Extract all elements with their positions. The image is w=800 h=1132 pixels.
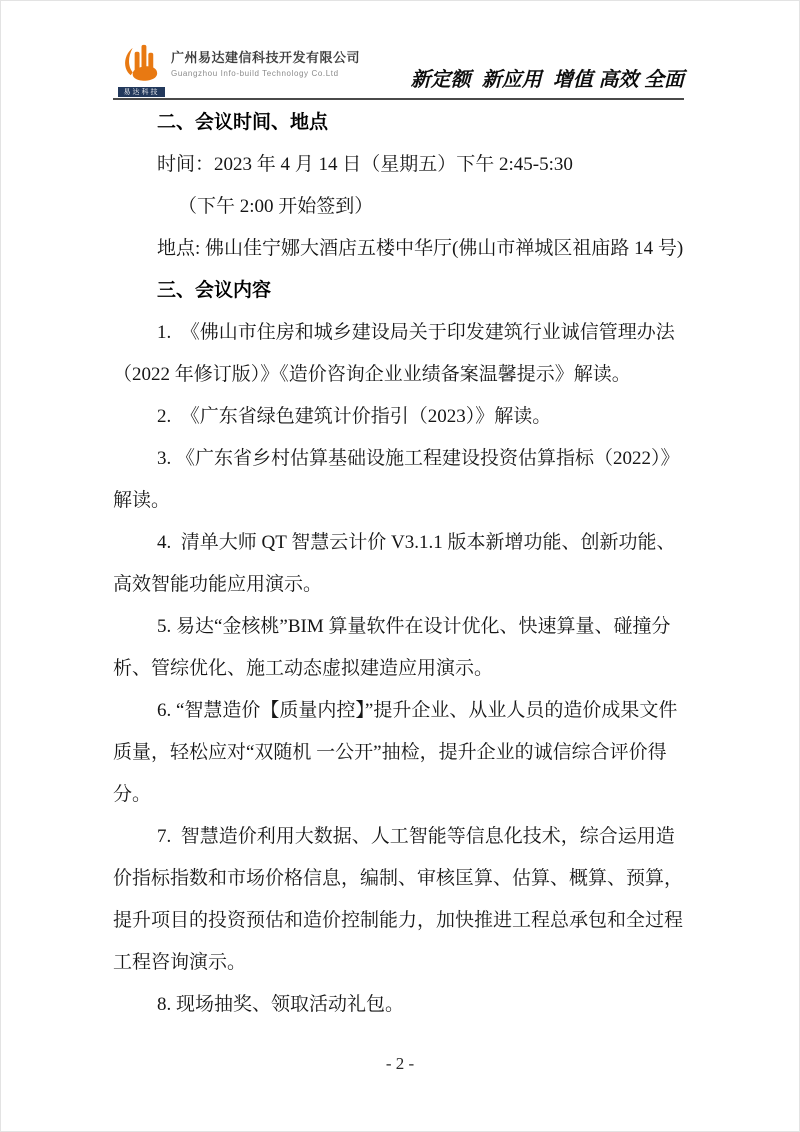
company-name-english: Guangzhou Info-build Technology Co.Ltd [171,69,339,78]
body-line: 析、管综优化、施工动态虚拟建造应用演示。 [113,658,494,679]
company-logo [118,40,168,100]
logo-badge: 易达科技 [118,87,165,97]
body-line: 3. 《广东省乡村估算基础设施工程建设投资估算指标（2022）》 [157,448,680,469]
body-line: （下午 2:00 开始签到） [178,196,374,217]
company-name: 广州易达建信科技开发有限公司 [171,50,361,65]
body-line: 解读。 [113,490,171,511]
body-line: （2022 年修订版）》《造价咨询企业业绩备案温馨提示》解读。 [113,364,631,385]
header-rule [113,98,684,100]
body-line: 1. 《佛山市住房和城乡建设局关于印发建筑行业诚信管理办法 [157,322,675,343]
company-block [171,47,360,78]
body-line: 2. 《广东省绿色建筑计价指引（2023）》解读。 [157,406,552,427]
body-line: 6. “智慧造价【质量内控】”提升企业、从业人员的造价成果文件 [157,700,678,721]
body-line: 质量，轻松应对“双随机 一公开”抽检，提升企业的诚信综合评价得 [113,742,667,763]
body-line: 4. 清单大师 QT 智慧云计价 V3.1.1 版本新增功能、创新功能、 [157,532,676,553]
section-heading: 三、会议内容 [157,280,272,301]
body-line: 工程咨询演示。 [113,952,247,973]
body-line: 5. 易达“金核桃”BIM 算量软件在设计优化、快速算量、碰撞分 [157,616,671,637]
section-heading: 二、会议时间、地点 [157,112,329,133]
logo-icon [118,40,165,87]
body-line: 8. 现场抽奖、领取活动礼包。 [157,994,405,1015]
body-line: 提升项目的投资预估和造价控制能力，加快推进工程总承包和全过程 [113,910,684,931]
document-body [113,102,693,1026]
body-line: 7. 智慧造价利用大数据、人工智能等信息化技术，综合运用造 [157,826,675,847]
body-line: 地点: 佛山佳宁娜大酒店五楼中华厅(佛山市禅城区祖庙路 14 号) [157,238,684,259]
page-number: - 2 - [385,1054,415,1073]
body-line: 时间：2023 年 4 月 14 日（星期五）下午 2:45-5:30 [157,154,573,175]
body-line: 分。 [113,784,152,805]
body-line: 价指标指数和市场价格信息，编制、审核匡算、估算、概算、预算， [113,868,684,889]
body-line: 高效智能功能应用演示。 [113,574,323,595]
header-slogan: 新定额 新应用 增值 高效 全面 [410,69,684,91]
